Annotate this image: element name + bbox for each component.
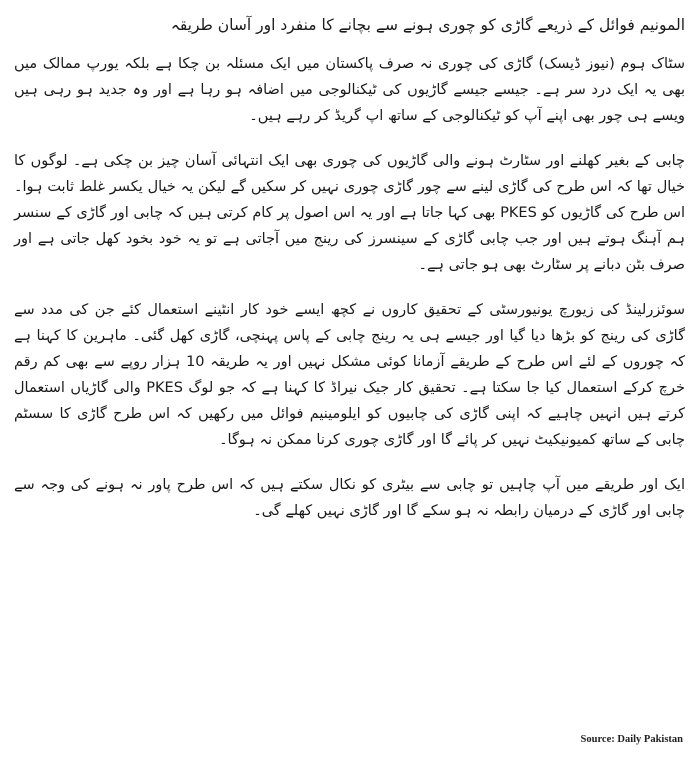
article-paragraph-3: سوئزرلینڈ کی زیورچ یونیورسٹی کے تحقیق کاروں نے کچھ ایسے خود کار انٹینے استعمال کئے جن کی مدد سے گاڑی کی رینج کو بڑھا دیا گیا اور جیسے ہی یہ رینج چابی کے پاس پہنچی، گاڑی کھل گئی۔ ماہرین کا کہنا ہے کہ چوروں کے لئے اس طرح کے طریقے آزمانا کوئی مشکل نہیں اور یہ طریقہ 10 ہزار روپے سے بھی کم رقم خرچ کرکے استعمال کیا جا سکتا ہے۔ تحقیق کار جیک نیراڈ کا کہنا ہے کہ جو لوگ PKES والی گاڑیاں استعمال کرتے ہیں انہیں چاہیے کہ اپنی گاڑی کی چابیوں کو ایلومینیم فوائل میں رکھیں کہ اس طرح گاڑی کا سسٹم چابی کے ساتھ کمیونیکیٹ نہیں کر پائے گا اور گاڑی چوری کرنا ممکن نہ ہوگا۔ [14, 302, 686, 448]
article-title: المونیم فوائل کے ذریعے گاڑی کو چوری ہونے سے بچانے کا منفرد اور آسان طریقہ [170, 16, 685, 34]
article [14, 14, 685, 543]
article-paragraph-2: چابی کے بغیر کھلنے اور سٹارٹ ہونے والی گاڑیوں کی چوری بھی ایک انتہائی آسان چیز بن چکی ہے۔ لوگوں کا خیال تھا کہ اس طرح کی گاڑی لینے سے چور گاڑی چوری نہیں کر سکیں گے لیکن یہ خیال یکسر غلط ثابت ہوا۔ اس طرح کی گاڑیوں کو PKES بھی کہا جاتا ہے اور یہ اس اصول پر کام کرتی ہیں کہ چابی اور گاڑی کے سنسر ہم آہنگ ہوتے ہیں اور جب چابی گاڑی کے سینسرز کی رینج میں آجاتی ہے تو یہ خود بخود کھل جاتی ہے اور صرف بٹن دبانے پر سٹارٹ بھی ہو جاتی ہے۔ [14, 153, 686, 273]
article-paragraph-1: سٹاک ہوم (نیوز ڈیسک) گاڑی کی چوری نہ صرف پاکستان میں ایک مسئلہ بن چکا ہے بلکہ یورپ ممالک میں بھی یہ ایک درد سر ہے۔ جیسے جیسے گاڑیوں کی ٹیکنالوجی میں اضافہ ہو رہا ہے اور وہ جدید ہو رہی ہیں ویسے ہی چور بھی اپنے آپ کو ٹیکنالوجی کے ساتھ اپ گریڈ کر رہے ہیں۔ [14, 56, 685, 124]
source-credit: Source: Daily Pakistan [580, 734, 683, 745]
article-paragraph-4: ایک اور طریقے میں آپ چاہیں تو چابی سے بیٹری کو نکال سکتے ہیں کہ اس طرح پاور نہ ہونے کی وجہ سے چابی اور گاڑی کے درمیان رابطہ نہ ہو سکے گا اور گاڑی نہیں کھلے گی۔ [14, 477, 685, 519]
